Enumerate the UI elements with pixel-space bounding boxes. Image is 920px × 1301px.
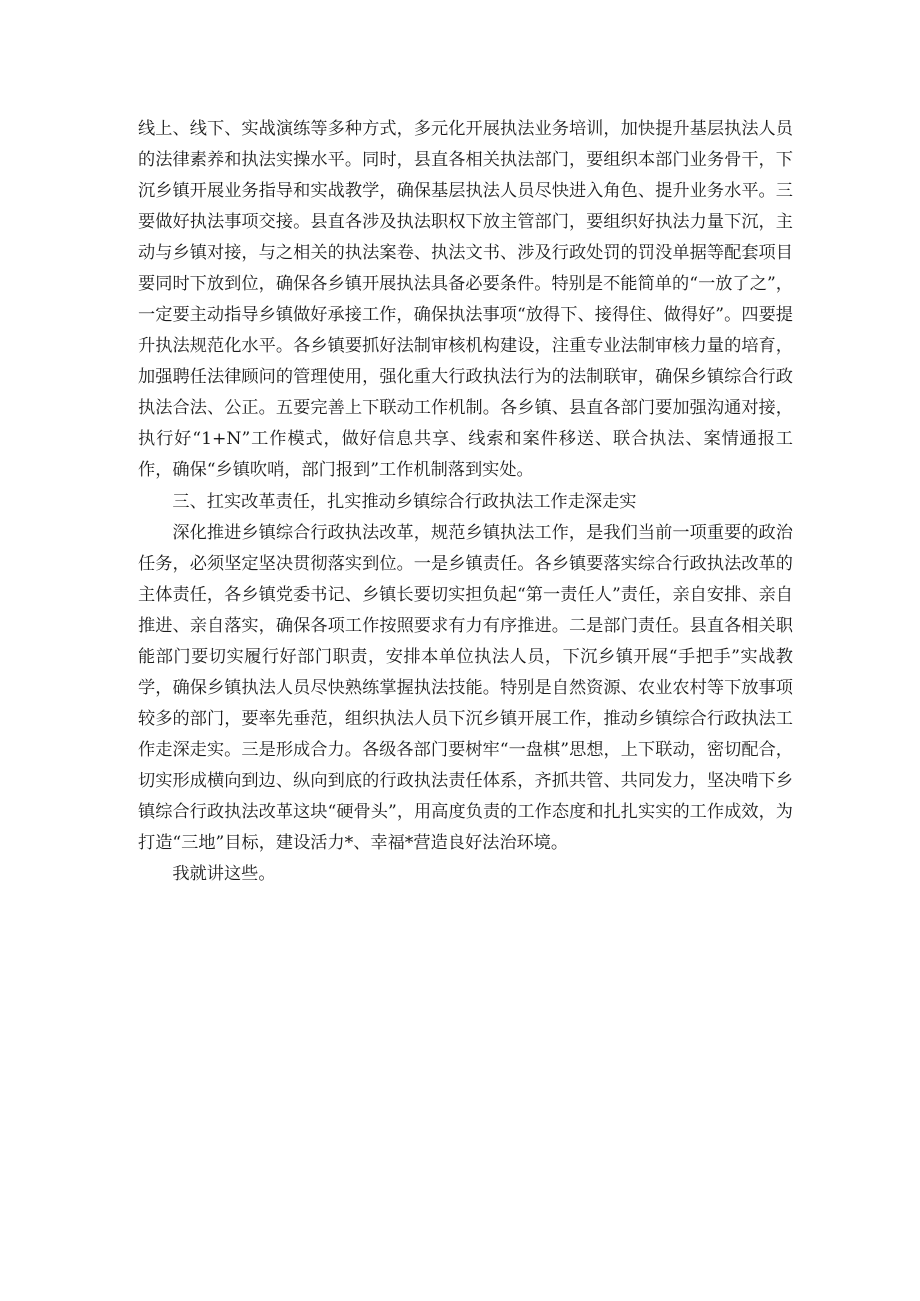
paragraph-continuation: 线上、线下、实战演练等多种方式，多元化开展执法业务培训，加快提升基层执法人员的法律素养和执法实操水平。同时，县直各相关执法部门，要组织本部门业务骨干，下沉乡镇开展业务指导和实战教学，确保基层执法人员尽快进入角色、提升业务水平。三要做好执法事项交接。县直各涉及执法职权下放主管部门，要组织好执法力量下沉，主动与乡镇对接，与之相关的执法案卷、执法文书、涉及行政处罚的罚没单据等配套项目要同时下放到位，确保各乡镇开展执法具备必要条件。特别是不能简单的“一放了之”，一定要主动指导乡镇做好承接工作，确保执法事项“放得下、接得住、做得好”。四要提升执法规范化水平。各乡镇要抓好法制审核机构建设，注重专业法制审核力量的培育，加强聘任法律顾问的管理使用，强化重大行政执法行为的法制联审，确保乡镇综合行政执法合法、公正。五要完善上下联动工作机制。各乡镇、县直各部门要加强沟通对接，执行好“1+N”工作模式，做好信息共享、线索和案件移送、联合执法、案情通报工作，确保“乡镇吹哨，部门报到”工作机制落到实处。 bbox=[138, 119, 793, 480]
paragraph-section-3-body: 深化推进乡镇综合行政执法改革，规范乡镇执法工作，是我们当前一项重要的政治任务，必须坚定坚决贯彻落实到位。一是乡镇责任。各乡镇要落实综合行政执法改革的主体责任，各乡镇党委书记、乡镇长要切实担负起“第一责任人”责任，亲自安排、亲自推进、亲自落实，确保各项工作按照要求有力有序推进。二是部门责任。县直各相关职能部门要切实履行好部门职责，安排本单位执法人员，下沉乡镇开展“手把手”实战教学，确保乡镇执法人员尽快熟练掌握执法技能。特别是自然资源、农业农村等下放事项较多的部门，要率先垂范，组织执法人员下沉乡镇开展工作，推动乡镇综合行政执法工作走深走实。三是形成合力。各级各部门要树牢“一盘棋”思想，上下联动，密切配合，切实形成横向到边、纵向到底的行政执法责任体系，齐抓共管、共同发力，坚决啃下乡镇综合行政执法改革这块“硬骨头”，用高度负责的工作态度和扎扎实实的工作成效，为打造“三地”目标，建设活力*、幸福*营造良好法治环境。 bbox=[138, 523, 793, 853]
section-heading-3: 三、扛实改革责任，扎实推动乡镇综合行政执法工作走深走实 bbox=[172, 492, 637, 512]
document-body bbox=[138, 114, 793, 890]
paragraph-closing: 我就讲这些。 bbox=[172, 864, 276, 884]
